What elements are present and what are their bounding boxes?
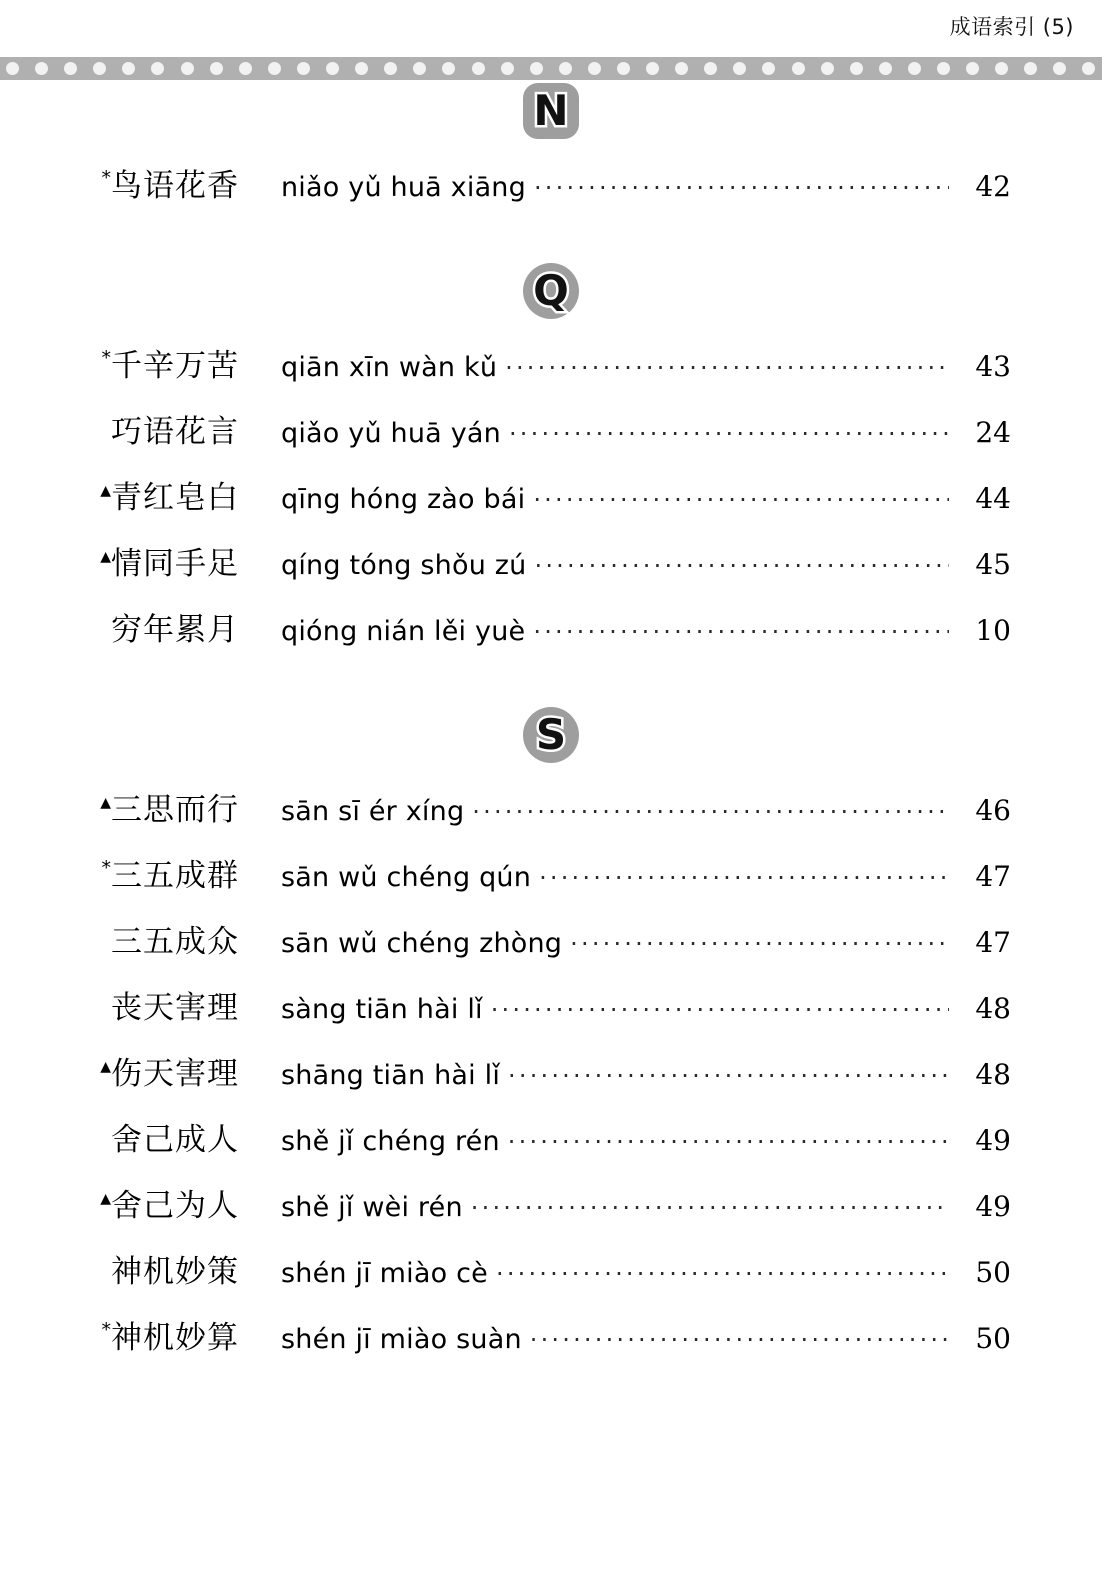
band-dot <box>879 62 892 75</box>
band-dot <box>559 62 572 75</box>
spacer <box>0 226 1102 260</box>
idiom-text: 伤天害理 <box>111 1056 239 1092</box>
pinyin-text: shě jǐ wèi rén <box>281 1192 463 1223</box>
page-header <box>0 0 1102 56</box>
pinyin-text: sān wǔ chéng zhòng <box>281 928 563 959</box>
page-number: 49 <box>975 1124 1011 1157</box>
band-dot <box>530 62 543 75</box>
band-dot <box>733 62 746 75</box>
asterisk-marker-icon: * <box>101 1319 111 1341</box>
band-dot <box>355 62 368 75</box>
band-dot <box>995 62 1008 75</box>
band-dot <box>326 62 339 75</box>
page-number: 47 <box>975 860 1011 893</box>
index-entry[interactable] <box>91 850 1011 916</box>
dot-leader <box>508 1134 949 1150</box>
idiom-text: 青红皂白 <box>111 480 239 516</box>
section-badge-wrap <box>0 260 1102 322</box>
triangle-marker-icon: ▲ <box>100 1191 111 1207</box>
pinyin-text: sān wǔ chéng qún <box>281 862 532 893</box>
idiom-text: 千辛万苦 <box>111 348 239 384</box>
dot-leader <box>472 804 949 820</box>
pinyin-text: shě jǐ chéng rén <box>281 1126 500 1157</box>
index-section-n <box>0 80 1102 226</box>
index-entry[interactable] <box>91 604 1011 670</box>
index-entry[interactable] <box>91 982 1011 1048</box>
band-dot <box>268 62 281 75</box>
band-dot <box>1082 62 1095 75</box>
section-letter-badge-q <box>520 260 582 322</box>
pinyin-text: shāng tiān hài lǐ <box>281 1060 501 1091</box>
dot-band-dots <box>0 57 1102 80</box>
pinyin-text: qióng nián lěi yuè <box>281 616 526 647</box>
spacer <box>0 142 1102 160</box>
page-number: 48 <box>975 992 1011 1025</box>
band-dot <box>297 62 310 75</box>
band-dot <box>850 62 863 75</box>
idiom-text: 巧语花言 <box>111 414 239 450</box>
band-dot <box>93 62 106 75</box>
band-dot <box>1024 62 1037 75</box>
band-dot <box>908 62 921 75</box>
idiom-text: 三五成众 <box>111 924 239 960</box>
index-entry[interactable] <box>91 340 1011 406</box>
triangle-marker-icon: ▲ <box>100 1059 111 1075</box>
page-number: 45 <box>975 548 1011 581</box>
index-entry[interactable] <box>91 472 1011 538</box>
pinyin-text: sàng tiān hài lǐ <box>281 994 483 1025</box>
spacer <box>0 766 1102 784</box>
page-number: 50 <box>975 1322 1011 1355</box>
band-dot <box>588 62 601 75</box>
band-dot <box>151 62 164 75</box>
index-entry[interactable] <box>91 406 1011 472</box>
band-dot <box>646 62 659 75</box>
triangle-marker-icon: ▲ <box>100 549 111 565</box>
index-entry[interactable] <box>91 916 1011 982</box>
band-dot <box>442 62 455 75</box>
page-number: 47 <box>975 926 1011 959</box>
pinyin-text: shén jī miào suàn <box>281 1324 522 1355</box>
index-entry[interactable] <box>91 160 1011 226</box>
dot-leader <box>471 1200 949 1216</box>
page-number: 43 <box>975 350 1011 383</box>
dot-leader <box>491 1002 949 1018</box>
pinyin-text: sān sī ér xíng <box>281 796 465 827</box>
section-letter: S <box>535 710 567 759</box>
pinyin-text: qīng hóng zào bái <box>281 484 526 515</box>
pinyin-text: qíng tóng shǒu zú <box>281 550 527 581</box>
band-dot <box>501 62 514 75</box>
asterisk-marker-icon: * <box>101 167 111 189</box>
dot-leader <box>530 1332 949 1348</box>
band-dot <box>937 62 950 75</box>
dot-leader <box>535 558 950 574</box>
idiom-text: 舍己成人 <box>111 1122 239 1158</box>
triangle-marker-icon: ▲ <box>100 795 111 811</box>
idiom-text: 丧天害理 <box>111 990 239 1026</box>
section-letter: N <box>533 86 569 135</box>
index-entry[interactable] <box>91 1246 1011 1312</box>
index-entry[interactable] <box>91 1114 1011 1180</box>
section-letter: Q <box>533 266 569 315</box>
band-dot <box>792 62 805 75</box>
index-content <box>0 80 1102 1378</box>
band-dot <box>210 62 223 75</box>
idiom-text: 神机妙策 <box>111 1254 239 1290</box>
band-dot <box>675 62 688 75</box>
band-dot <box>64 62 77 75</box>
idiom-text: 情同手足 <box>111 546 239 582</box>
band-dot <box>181 62 194 75</box>
index-entry[interactable] <box>91 1048 1011 1114</box>
band-dot <box>122 62 135 75</box>
page-title: 成语索引 (5) <box>949 15 1074 39</box>
index-entry[interactable] <box>91 784 1011 850</box>
band-dot <box>384 62 397 75</box>
page-number: 49 <box>975 1190 1011 1223</box>
pinyin-text: shén jī miào cè <box>281 1258 488 1289</box>
band-dot <box>617 62 630 75</box>
spacer <box>0 322 1102 340</box>
triangle-marker-icon: ▲ <box>100 483 111 499</box>
band-dot <box>966 62 979 75</box>
idiom-text: 三思而行 <box>111 792 239 828</box>
dot-leader <box>496 1266 949 1282</box>
band-dot <box>413 62 426 75</box>
page-number: 44 <box>975 482 1011 515</box>
dot-leader <box>508 1068 949 1084</box>
idiom-text: 舍己为人 <box>111 1188 239 1224</box>
index-entry[interactable] <box>91 1312 1011 1378</box>
band-dot <box>35 62 48 75</box>
page-number: 10 <box>975 614 1011 647</box>
band-dot <box>1053 62 1066 75</box>
band-dot <box>704 62 717 75</box>
band-dot <box>762 62 775 75</box>
index-section-q <box>0 226 1102 670</box>
dot-leader <box>509 426 949 442</box>
page-number: 24 <box>975 416 1011 449</box>
pinyin-text: niǎo yǔ huā xiāng <box>281 172 526 203</box>
index-entry[interactable] <box>91 1180 1011 1246</box>
dot-leader <box>570 936 949 952</box>
page-number: 50 <box>975 1256 1011 1289</box>
band-dot <box>821 62 834 75</box>
section-letter-badge-n <box>520 80 582 142</box>
asterisk-marker-icon: * <box>101 857 111 879</box>
pinyin-text: qiǎo yǔ huā yán <box>281 418 501 449</box>
decorative-dot-band <box>0 57 1102 80</box>
page-number: 48 <box>975 1058 1011 1091</box>
page-number: 46 <box>975 794 1011 827</box>
pinyin-text: qiān xīn wàn kǔ <box>281 352 498 383</box>
dot-leader <box>534 180 949 196</box>
section-badge-wrap <box>0 704 1102 766</box>
dot-leader <box>505 360 949 376</box>
section-badge-wrap <box>0 80 1102 142</box>
section-letter-badge-s <box>520 704 582 766</box>
index-section-s <box>0 670 1102 1378</box>
idiom-text: 穷年累月 <box>111 612 239 648</box>
index-entry[interactable] <box>91 538 1011 604</box>
idiom-text: 神机妙算 <box>111 1320 239 1356</box>
dot-leader <box>539 870 949 886</box>
band-dot <box>472 62 485 75</box>
idiom-text: 三五成群 <box>111 858 239 894</box>
spacer <box>0 670 1102 704</box>
asterisk-marker-icon: * <box>101 347 111 369</box>
idiom-text: 鸟语花香 <box>111 168 239 204</box>
dot-leader <box>533 624 949 640</box>
band-dot <box>239 62 252 75</box>
page-number: 42 <box>975 170 1011 203</box>
band-dot <box>6 62 19 75</box>
dot-leader <box>533 492 949 508</box>
